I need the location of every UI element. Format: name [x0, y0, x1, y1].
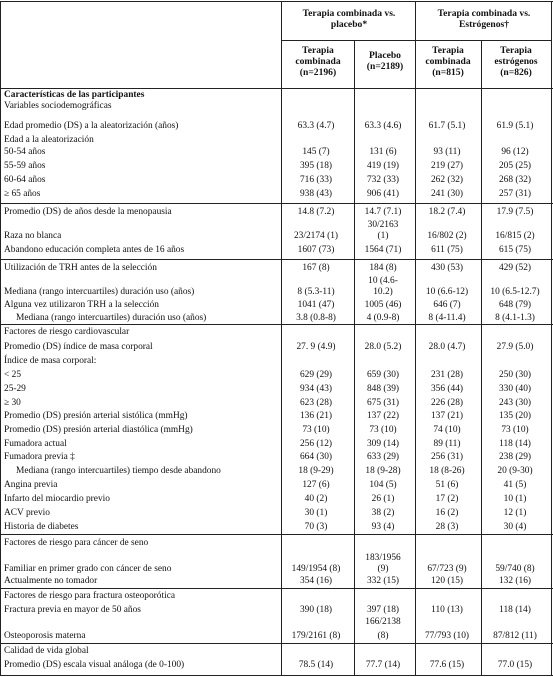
row-label: Utilización de TRH antes de la selección: [4, 263, 157, 273]
row-value: 17.9 (7.5): [496, 207, 534, 217]
row-value: 118 (14): [499, 439, 531, 449]
row-label: Variables sociodemográficas: [4, 101, 112, 111]
row-value: 149/1954 (8): [291, 564, 341, 574]
section-rule: [0, 259, 553, 260]
row-value: 12 (1): [503, 508, 527, 518]
row-label: Alguna vez utilizaron TRH a la selección: [4, 300, 159, 310]
row-value: 27. 9 (4.9): [296, 342, 336, 352]
row-value: 615 (75): [498, 245, 532, 255]
row-value: 136 (21): [299, 411, 333, 421]
column-divider-group2: [481, 40, 482, 676]
row-label: 50-54 años: [4, 147, 46, 157]
row-value: 262 (32): [430, 175, 464, 185]
row-value: 10 (6.5-12.7): [490, 287, 540, 297]
row-label: Factores de riesgo para fractura osteoporótica: [4, 591, 176, 601]
column-header-combined: Terapia combinada (n=2196): [295, 45, 341, 79]
row-value: 906 (41): [366, 189, 400, 199]
row-value: 934 (43): [299, 384, 333, 394]
row-value: 132 (16): [498, 576, 532, 586]
row-value: 8 (5.3-11): [297, 287, 335, 297]
row-label: < 25: [4, 370, 22, 380]
header-bottom-rule: [0, 88, 553, 89]
row-value: 716 (33): [299, 175, 333, 185]
table-left-border: [0, 1, 1, 676]
row-value: 73 (10): [302, 425, 330, 435]
row-label: Edad promedio (DS) a la aleatorización (años): [4, 121, 179, 131]
row-label: Mediana (rango intercuartiles) tiempo desde abandono: [16, 466, 221, 476]
row-value: 848 (39): [366, 384, 400, 394]
row-value: 256 (31): [430, 452, 464, 462]
row-value: 429 (52): [498, 263, 532, 273]
row-value: 10 (6.6-12): [425, 287, 469, 297]
group-header-rule: [281, 40, 552, 41]
section-rule: [0, 324, 553, 325]
row-value: 166/2138: [365, 617, 401, 627]
row-value: 664 (30): [299, 452, 333, 462]
row-value: 18 (9-28): [365, 466, 401, 476]
group-header-combined-vs-estrogen: Terapia combinada vs. Estrógenos†: [437, 8, 531, 31]
row-label: Promedio (DS) de años desde la menopausia: [4, 207, 172, 217]
row-value: 1041 (47): [297, 300, 335, 310]
row-label: Índice de masa corporal:: [4, 356, 97, 366]
row-label: 55-59 años: [4, 161, 46, 171]
column-header-estrogen: Terapia estrógenos (n=826): [494, 45, 538, 79]
column-divider-label: [281, 1, 282, 676]
row-value: 219 (27): [430, 161, 464, 171]
row-value: 1005 (46): [364, 300, 402, 310]
row-value: (8): [377, 631, 389, 641]
row-label: Promedio (DS) índice de masa corporal: [4, 342, 153, 352]
row-label: Promedio (DS) presión arterial diastólica (mmHg): [4, 425, 193, 435]
row-label: Edad a la aleatorización: [4, 135, 94, 145]
row-label: Características de las participantes: [4, 90, 145, 100]
row-value: 20 (9-30): [497, 466, 533, 476]
row-label: 60-64 años: [4, 175, 46, 185]
row-value: 110 (13): [431, 605, 463, 615]
row-value: 26 (1): [371, 494, 395, 504]
row-label: Actualmente no tomador: [4, 576, 98, 586]
row-value: 16/802 (2): [427, 231, 467, 241]
row-value: 167 (8): [302, 263, 330, 273]
row-label: Mediana (rango intercuartiles) duración uso (años): [16, 313, 207, 323]
row-value: 51 (6): [435, 480, 459, 490]
row-value: 28 (3): [435, 522, 459, 532]
row-label: Angina previa: [4, 480, 58, 490]
row-value: 309 (14): [366, 439, 400, 449]
row-value: 23/2174 (1): [293, 231, 339, 241]
column-header-combined-2: Terapia combinada (n=815): [425, 45, 471, 79]
row-label: Osteoporosis materna: [4, 631, 86, 641]
row-value: 10 (4.6-: [368, 276, 398, 286]
row-value: 238 (29): [498, 452, 532, 462]
row-label: Factores de riesgo para cáncer de seno: [4, 538, 149, 548]
row-value: 89 (11): [433, 439, 461, 449]
row-value: 430 (53): [430, 263, 464, 273]
row-value: 395 (18): [299, 161, 333, 171]
row-value: 67/723 (9): [427, 564, 467, 574]
table-top-rule: [0, 1, 553, 2]
row-value: 61.7 (5.1): [428, 121, 466, 131]
column-divider-group1: [354, 40, 355, 676]
row-value: 63.3 (4.6): [364, 121, 402, 131]
row-value: 131 (6): [369, 147, 397, 157]
row-label: Promedio (DS) presión arterial sistólica (mmHg): [4, 411, 188, 421]
row-value: 732 (33): [366, 175, 400, 185]
row-value: 4 (0.9-8): [366, 313, 400, 323]
section-rule: [0, 588, 553, 589]
row-value: 28.0 (5.2): [364, 342, 402, 352]
row-value: 41 (5): [503, 480, 527, 490]
row-value: 16/815 (2): [495, 231, 535, 241]
row-value: 938 (43): [299, 189, 333, 199]
group-header-combined-vs-placebo: Terapia combinada vs. placebo*: [302, 8, 396, 31]
row-value: 629 (29): [299, 370, 333, 380]
row-value: 183/1956: [365, 553, 401, 563]
row-value: 61.9 (5.1): [496, 121, 534, 131]
row-value: 104 (5): [369, 480, 397, 490]
row-value: 74 (10): [433, 425, 461, 435]
row-value: 184 (8): [369, 263, 397, 273]
column-header-placebo: Placebo (n=2189): [366, 50, 404, 73]
row-value: 226 (28): [430, 398, 464, 408]
row-value: 268 (32): [498, 175, 532, 185]
row-value: 73 (10): [369, 425, 397, 435]
row-value: 633 (29): [366, 452, 400, 462]
row-value: 38 (2): [371, 508, 395, 518]
row-label: ≥ 65 años: [4, 189, 41, 199]
row-label: ACV previo: [4, 508, 50, 518]
row-value: 390 (18): [299, 605, 333, 615]
row-value: 30 (1): [304, 508, 328, 518]
row-value: 118 (14): [499, 605, 531, 615]
table-bottom-rule: [0, 675, 553, 676]
row-value: 14.7 (7.1): [364, 207, 402, 217]
row-value: 16 (2): [435, 508, 459, 518]
row-value: 241 (30): [430, 189, 464, 199]
row-label: Abandono educación completa antes de 16 años: [4, 245, 185, 255]
row-value: 145 (7): [302, 147, 330, 157]
row-value: 648 (79): [498, 300, 532, 310]
row-value: 87/812 (11): [493, 631, 537, 641]
section-rule: [0, 534, 553, 535]
row-value: (9): [377, 564, 389, 574]
row-value: 659 (30): [366, 370, 400, 380]
row-value: 18 (9-29): [298, 466, 334, 476]
row-value: 120 (15): [430, 576, 464, 586]
row-label: Promedio (DS) escala visual análoga (de 0-100): [4, 660, 185, 670]
section-rule: [0, 643, 553, 644]
row-value: 330 (40): [498, 384, 532, 394]
row-value: 3.8 (0.8-8): [296, 313, 336, 323]
row-label: Familiar en primer grado con cáncer de seno: [4, 564, 172, 574]
row-value: 30 (4): [503, 522, 527, 532]
row-value: 28.0 (4.7): [428, 342, 466, 352]
row-value: 611 (75): [431, 245, 463, 255]
row-label: Fumadora previa ‡: [4, 452, 75, 462]
row-value: 646 (7): [433, 300, 461, 310]
row-value: (1): [377, 231, 389, 241]
row-value: 1607 (73): [297, 245, 335, 255]
row-value: 73 (10): [501, 425, 529, 435]
row-label: Fumadora actual: [4, 439, 67, 449]
row-value: 63.3 (4.7): [297, 121, 335, 131]
row-value: 18.2 (7.4): [428, 207, 466, 217]
row-value: 77/793 (10): [424, 631, 470, 641]
row-value: 179/2161 (8): [291, 631, 341, 641]
row-label: ≥ 30: [4, 398, 21, 408]
row-value: 93 (11): [433, 147, 461, 157]
row-label: Infarto del miocardio previo: [4, 494, 110, 504]
row-value: 10.2): [373, 287, 393, 297]
row-value: 8 (4-11.4): [428, 313, 466, 323]
row-value: 14.8 (7.2): [297, 207, 335, 217]
row-value: 127 (6): [302, 480, 330, 490]
row-label: Historia de diabetes: [4, 522, 79, 532]
row-value: 397 (18): [366, 605, 400, 615]
row-label: Calidad de vida global: [4, 646, 89, 656]
row-value: 257 (31): [498, 189, 532, 199]
column-divider-groups: [415, 1, 416, 676]
row-value: 354 (16): [299, 576, 333, 586]
row-value: 675 (31): [366, 398, 400, 408]
row-value: 18 (8-26): [429, 466, 465, 476]
row-value: 59/740 (8): [495, 564, 535, 574]
row-label: Mediana (rango intercuartiles) duración uso (años): [4, 287, 195, 297]
row-value: 96 (12): [501, 147, 529, 157]
row-value: 231 (28): [430, 370, 464, 380]
row-value: 419 (19): [366, 161, 400, 171]
section-rule: [0, 203, 553, 204]
row-value: 77.7 (14): [365, 660, 401, 670]
row-label: Fractura previa en mayor de 50 años: [4, 605, 141, 615]
row-value: 135 (20): [498, 411, 532, 421]
row-value: 70 (3): [304, 522, 328, 532]
row-value: 250 (30): [498, 370, 532, 380]
row-value: 137 (22): [366, 411, 400, 421]
row-value: 27.9 (5.0): [496, 342, 534, 352]
row-value: 137 (21): [430, 411, 464, 421]
row-value: 8 (4.1-1.3): [495, 313, 535, 323]
row-value: 10 (1): [503, 494, 527, 504]
row-value: 623 (28): [299, 398, 333, 408]
row-label: Raza no blanca: [4, 231, 62, 241]
row-value: 78.5 (14): [298, 660, 334, 670]
row-value: 1564 (71): [364, 245, 402, 255]
row-value: 40 (2): [304, 494, 328, 504]
row-value: 17 (2): [435, 494, 459, 504]
row-label: 25-29: [4, 384, 26, 394]
row-value: 77.0 (15): [497, 660, 533, 670]
row-value: 205 (25): [498, 161, 532, 171]
row-label: Factores de riesgo cardiovascular: [4, 327, 130, 337]
row-value: 243 (30): [498, 398, 532, 408]
row-value: 30/2163: [367, 220, 399, 230]
row-value: 77.6 (15): [429, 660, 465, 670]
row-value: 332 (15): [366, 576, 400, 586]
row-value: 93 (4): [371, 522, 395, 532]
row-value: 256 (12): [299, 439, 333, 449]
row-value: 356 (44): [430, 384, 464, 394]
table-right-border: [551, 1, 552, 676]
